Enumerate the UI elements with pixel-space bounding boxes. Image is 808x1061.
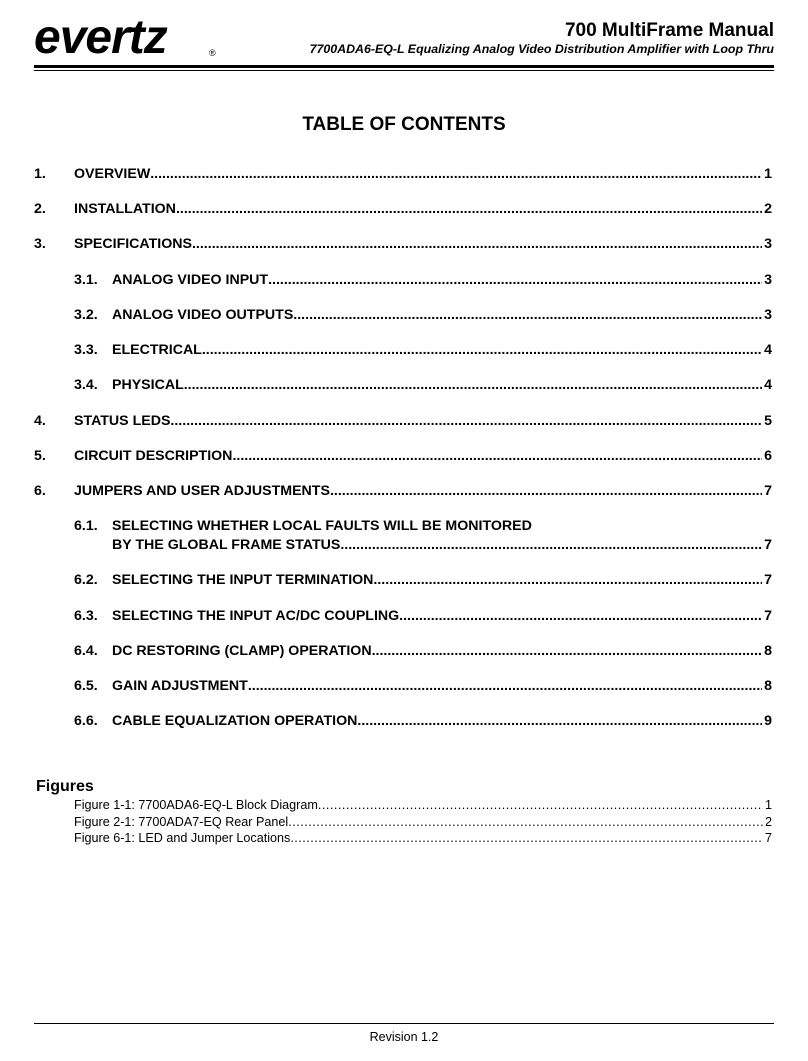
toc-number: 6.5.: [74, 678, 98, 694]
toc-number: 6.6.: [74, 713, 98, 729]
figure-page: 1: [764, 798, 772, 812]
toc-leader: [184, 376, 762, 395]
toc-number: 3.2.: [74, 307, 98, 323]
toc-label: BY THE GLOBAL FRAME STATUS: [112, 537, 341, 553]
toc-leader: [357, 712, 762, 731]
toc-number: 2.: [34, 201, 46, 217]
toc-entry-dc-restoring[interactable]: [74, 642, 772, 661]
toc-label: ANALOG VIDEO OUTPUTS: [112, 307, 294, 323]
toc-leader: [170, 412, 762, 431]
toc-number: 3.4.: [74, 377, 98, 393]
toc-number: 3.3.: [74, 342, 98, 358]
toc-label: SELECTING THE INPUT TERMINATION: [112, 572, 374, 588]
toc-label: STATUS LEDS: [74, 413, 171, 429]
toc-entry-input-coupling[interactable]: [74, 607, 772, 626]
figure-entry-led-jumper[interactable]: [74, 830, 772, 846]
toc-label: CIRCUIT DESCRIPTION: [74, 448, 233, 464]
toc-page: 8: [764, 643, 772, 659]
toc-page: 3: [764, 307, 772, 323]
evertz-logo: [34, 11, 167, 64]
header-rule-thin: [34, 70, 774, 71]
toc-page: 7: [764, 483, 772, 499]
toc-leader: [202, 341, 762, 360]
toc-title: TABLE OF CONTENTS: [302, 114, 506, 135]
toc-leader: [373, 571, 762, 590]
toc-label: GAIN ADJUSTMENT: [112, 678, 248, 694]
toc-label: PHYSICAL: [112, 377, 184, 393]
toc-entry-electrical[interactable]: [74, 341, 772, 360]
toc-entry-analog-video-outputs[interactable]: [74, 306, 772, 325]
toc-number: 4.: [34, 413, 46, 429]
toc-page: 7: [764, 537, 772, 553]
toc-label: SPECIFICATIONS: [74, 236, 192, 252]
figure-label: Figure 2-1: 7700ADA7-EQ Rear Panel: [74, 815, 289, 829]
toc-leader: [268, 271, 762, 290]
toc-entry-jumpers[interactable]: [34, 482, 772, 501]
toc-leader: [293, 306, 762, 325]
toc-label: JUMPERS AND USER ADJUSTMENTS: [74, 483, 330, 499]
toc-page: 5: [764, 413, 772, 429]
toc-page: 6: [764, 448, 772, 464]
toc-leader: [372, 642, 763, 661]
footer-rule: [34, 1023, 774, 1024]
registered-mark: ®: [209, 48, 216, 58]
toc-leader: [399, 607, 762, 626]
toc-entry-overview[interactable]: [34, 165, 772, 184]
figure-leader: [290, 830, 763, 846]
toc-entry-specifications[interactable]: [34, 235, 772, 254]
figure-leader: [288, 814, 763, 830]
figure-entry-block-diagram[interactable]: [74, 797, 772, 813]
toc-leader: [248, 677, 762, 696]
toc-entry-circuit-description[interactable]: [34, 447, 772, 466]
toc-page: 8: [764, 678, 772, 694]
toc-label: DC RESTORING (CLAMP) OPERATION: [112, 643, 372, 659]
toc-page: 3: [764, 236, 772, 252]
toc-number: 3.: [34, 236, 46, 252]
toc-entry-installation[interactable]: [34, 200, 772, 219]
figure-label: Figure 1-1: 7700ADA6-EQ-L Block Diagram: [74, 798, 318, 812]
toc-page: 1: [764, 166, 772, 182]
toc-page: 3: [764, 272, 772, 288]
toc-page: 7: [764, 608, 772, 624]
toc-leader: [176, 200, 762, 219]
toc-page: 7: [764, 572, 772, 588]
toc-number: 5.: [34, 448, 46, 464]
toc-label: INSTALLATION: [74, 201, 176, 217]
toc-entry-gain-adjustment[interactable]: [74, 677, 772, 696]
figure-page: 2: [764, 815, 772, 829]
toc-entry-cable-equalization[interactable]: [74, 712, 772, 731]
toc-label-line1: SELECTING WHETHER LOCAL FAULTS WILL BE MONITORED: [112, 518, 532, 534]
toc-page: 9: [764, 713, 772, 729]
toc-leader: [150, 165, 762, 184]
toc-number: 6.1.: [74, 518, 98, 534]
figure-leader: [318, 797, 763, 813]
toc-leader: [192, 235, 762, 254]
toc-label: SELECTING THE INPUT AC/DC COUPLING: [112, 608, 400, 624]
header-rule-thick: [34, 65, 774, 68]
toc-leader: [340, 536, 762, 555]
toc-page: 4: [764, 342, 772, 358]
toc-entry-analog-video-input[interactable]: [74, 271, 772, 290]
toc-number: 6.3.: [74, 608, 98, 624]
figures-heading: Figures: [36, 778, 94, 795]
toc-page: 4: [764, 377, 772, 393]
manual-title: 700 MultiFrame Manual: [564, 20, 774, 41]
figure-page: 7: [764, 831, 772, 845]
toc-number: 6.4.: [74, 643, 98, 659]
revision-label: Revision 1.2: [369, 1030, 439, 1044]
toc-label: ELECTRICAL: [112, 342, 202, 358]
toc-entry-input-termination[interactable]: [74, 571, 772, 590]
toc-label: ANALOG VIDEO INPUT: [112, 272, 269, 288]
figure-label: Figure 6-1: LED and Jumper Locations: [74, 831, 291, 845]
toc-label: OVERVIEW: [74, 166, 151, 182]
manual-subtitle: 7700ADA6-EQ-L Equalizing Analog Video Distribution Amplifier with Loop Thru: [309, 42, 774, 56]
figure-entry-rear-panel[interactable]: [74, 814, 772, 830]
toc-number: 6.2.: [74, 572, 98, 588]
toc-number: 6.: [34, 483, 46, 499]
toc-entry-local-faults[interactable]: [74, 517, 772, 555]
toc-entry-physical[interactable]: [74, 376, 772, 395]
toc-entry-status-leds[interactable]: [34, 412, 772, 431]
toc-leader: [330, 482, 762, 501]
toc-label: CABLE EQUALIZATION OPERATION: [112, 713, 358, 729]
toc-leader: [232, 447, 762, 466]
toc-number: 1.: [34, 166, 46, 182]
toc-page: 2: [764, 201, 772, 217]
logo-text: evertz: [34, 11, 167, 64]
toc-number: 3.1.: [74, 272, 98, 288]
